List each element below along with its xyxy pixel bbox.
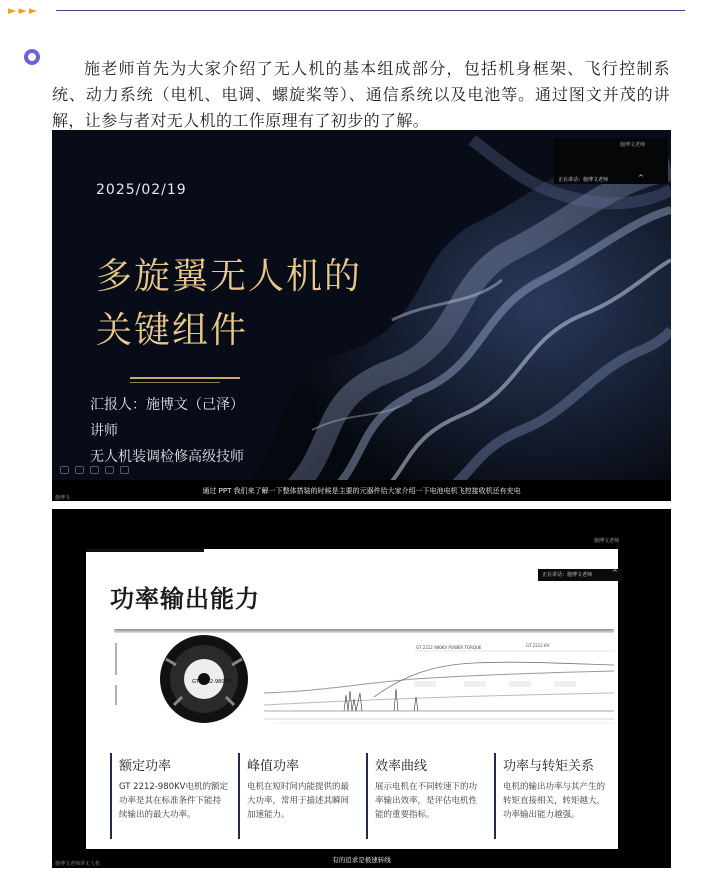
- participant-video-panel[interactable]: [554, 138, 668, 184]
- slide-title-line1: 多旋翼无人机的: [96, 256, 363, 297]
- graph-header-1: GT 2212 980KV POWER TORQUE: [416, 645, 482, 650]
- meeting-screenshot-1: [52, 130, 671, 501]
- card-body: 电机的输出功率与其产生的转矩直接相关，转矩越大，功率输出能力越强。: [503, 782, 606, 820]
- motor-performance-graph: [114, 635, 614, 735]
- card-body: 展示电机在不同转速下的功率输出效率，是评估电机性能的重要指标。: [375, 782, 478, 820]
- live-subtitle: 通过 PPT 我们来了解一下整体搭装的时候是主要的元器件给大家介绍一下电池电机飞控接收机还有充电: [202, 487, 521, 495]
- chevron-up-icon[interactable]: ^: [638, 174, 644, 182]
- layout-icon[interactable]: [90, 466, 99, 474]
- participant-video-panel[interactable]: [538, 569, 622, 581]
- graph-header-2: GT 2212 KV: [526, 643, 550, 648]
- header-divider: [0, 0, 727, 22]
- speaking-indicator: 正在讲话：施博文老师: [542, 572, 593, 578]
- participant-name: 施博文老师: [594, 538, 620, 544]
- card-power-torque: [494, 753, 612, 839]
- card-heading: 功率与转矩关系: [503, 759, 595, 774]
- card-heading: 效率曲线: [375, 759, 428, 774]
- card-rated-power: [110, 753, 228, 839]
- slide-content: [86, 549, 618, 849]
- card-heading: 峰值功率: [247, 759, 300, 774]
- participant-name: 施博文老师: [620, 142, 646, 148]
- corner-label: 施博文老师讲无人机: [55, 861, 101, 867]
- paragraph-bullet-icon: [24, 49, 40, 65]
- slide-title-underline-2: [130, 382, 220, 383]
- live-subtitle: 有的追求是极速转线: [332, 856, 391, 864]
- header-arrows-icon: ►►►: [8, 4, 40, 17]
- slide-band: [114, 629, 614, 633]
- card-body: GT 2212-980KV电机的额定功率是其在标准条件下能持续输出的最大功率。: [119, 782, 228, 820]
- card-heading: 额定功率: [119, 759, 172, 774]
- slide-title-underline: [130, 377, 240, 379]
- grid-icon[interactable]: [75, 466, 84, 474]
- more-icon[interactable]: [120, 466, 129, 474]
- card-efficiency-curve: [366, 753, 484, 839]
- slide-qualification: 无人机装调检修高级技师: [90, 449, 244, 465]
- article-paragraph: 施老师首先为大家介绍了无人机的基本组成部分，包括机身框架、飞行控制系统、动力系统（电机、电调、螺旋桨等）、通信系统以及电池等。通过图文并茂的讲解，让参与者对无人机的工作原理有了初步的了解。: [52, 59, 670, 130]
- slide-date: 2025/02/19: [96, 182, 187, 198]
- slide-top-tab: [86, 549, 204, 552]
- card-peak-power: [238, 753, 356, 839]
- slide-title-line2: 关键组件: [96, 310, 249, 351]
- header-rule-line: [56, 10, 685, 11]
- slide-cards: [110, 753, 610, 843]
- zoom-icon[interactable]: [60, 466, 69, 474]
- slide-role: 讲师: [90, 423, 118, 439]
- slide-reporter: 汇报人：施博文（己泽）: [90, 397, 244, 413]
- slide-title: 功率输出能力: [110, 585, 260, 613]
- meeting-toolbar: [60, 464, 146, 476]
- speaking-indicator: 正在讲话：施博文老师: [558, 177, 609, 183]
- card-body: 电机在短时间内能提供的最大功率，常用于描述其瞬间加速能力。: [247, 782, 350, 820]
- screen-icon[interactable]: [105, 466, 114, 474]
- chevron-up-icon[interactable]: ^: [612, 569, 618, 577]
- meeting-screenshot-2: [52, 509, 671, 868]
- corner-label: 施博文: [55, 495, 71, 501]
- motor-label: GT 2212-980KV: [192, 679, 232, 685]
